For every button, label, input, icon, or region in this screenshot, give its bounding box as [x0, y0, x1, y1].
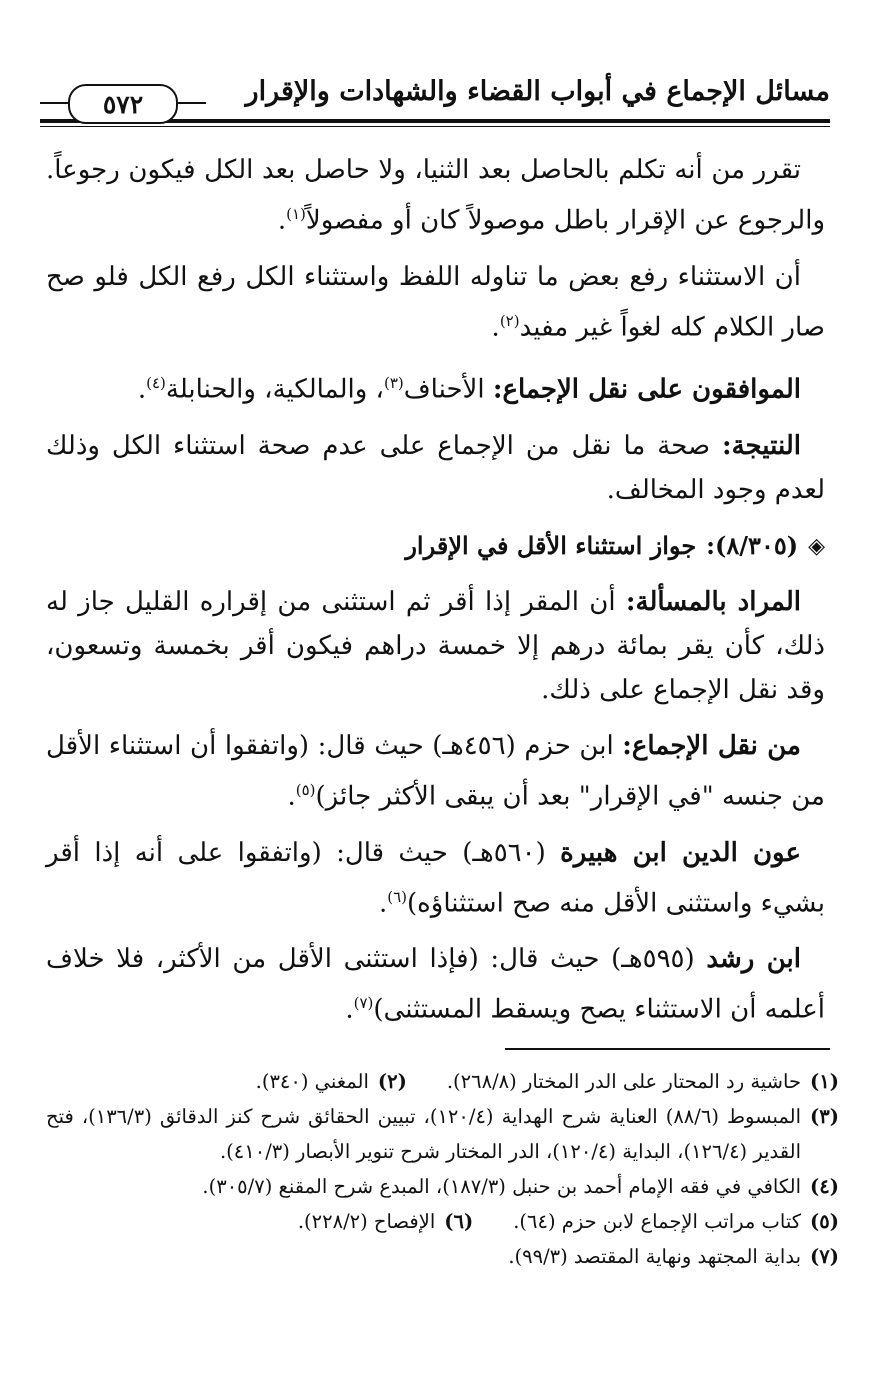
page-number: ٥٧٢ [68, 84, 178, 124]
paragraph-meaning: المراد بالمسألة: أن المقر إذا أقر ثم استثنى من إقراره القليل جاز له ذلك، كأن يقر بمائة درهم إلا خمسة دراهم فيكون أقر بخمسة وتسعون، وقد نقل الإجماع على ذلك. [46, 586, 825, 705]
agreeing-label: الموافقون على نقل الإجماع: [492, 374, 801, 405]
footnote-1: (١) حاشية رد المحتار على الدر المختار (٢٦٨/٨). [446, 1070, 839, 1093]
footnote-ref-5[interactable]: (٥) [295, 780, 316, 799]
footnote-6: (٦) الإفصاح (٢٢٨/٢). [297, 1210, 474, 1233]
header-rule-thin [40, 126, 830, 127]
footnote-separator [505, 1048, 830, 1050]
paragraph-2: أن الاستثناء رفع بعض ما تناوله اللفظ واستثناء الكل رفع الكل فلو صح صار الكلام كله لغواً غير مفيد$^{(٢)}$. [46, 261, 825, 343]
footnote-5: (٥) كتاب مراتب الإجماع لابن حزم (٦٤). [513, 1210, 839, 1233]
ibn-hubayra-label: عون الدين ابن هبيرة [560, 837, 801, 868]
footnote-ref-2[interactable]: (٢) [499, 311, 520, 330]
page-header [40, 70, 830, 130]
footnote-ref-6[interactable]: (٦) [387, 887, 408, 906]
paragraph-ibn-hubayra: عون الدين ابن هبيرة (٥٦٠هـ) حيث قال: (واتفقوا على أنه إذا أقر بشيء واستثنى الأقل منه صح استثناؤه)$^{(٦)}$. [46, 837, 825, 919]
footnote-ref-4[interactable]: (٤) [146, 374, 166, 393]
meaning-label: المراد بالمسألة: [625, 586, 802, 617]
section-code: (٨/٣٠٥): [706, 530, 799, 560]
footnote-line-1-2 [46, 1064, 839, 1099]
footnote-2: (٢) المغني (٣٤٠). [255, 1070, 407, 1093]
section-title: جواز استثناء الأقل في الإقرار [405, 530, 697, 560]
transmitters-label: من نقل الإجماع: [622, 730, 801, 761]
result-label: النتيجة: [721, 430, 801, 461]
paragraph-result: النتيجة: صحة ما نقل من الإجماع على عدم صحة استثناء الكل وذلك لعدم وجود المخالف. [46, 430, 825, 505]
main-text [46, 148, 825, 1044]
ibn-rushd-label: ابن رشد [706, 944, 801, 975]
footnote-3: (٣) المبسوط (٨٨/٦) العناية شرح الهداية (١٢٠/٤)، تبيين الحقائق شرح كنز الدقائق (١٣٦/٣)، فتح القدير (١٢٦/٤)، البداية (١٢٠/٤)، الدر المختار شرح تنوير الأبصار (٤١٠/٣). [46, 1105, 839, 1163]
ornament-line-right [174, 102, 206, 104]
paragraph-ibn-rushd: ابن رشد (٥٩٥هـ) حيث قال: (فإذا استثنى الأقل من الأكثر، فلا خلاف أعلمه أن الاستثناء يصح ويسقط المستثنى)$^{(٧)}$. [46, 944, 825, 1025]
footnote-line-5-6 [46, 1204, 839, 1239]
footnote-ref-1[interactable]: (١) [286, 205, 306, 223]
diamond-bullet-icon: ◈ [808, 532, 825, 559]
footnotes [46, 1064, 839, 1274]
paragraph-agreeing: الموافقون على نقل الإجماع: الأحناف$^{(٣)}$، والمالكية، والحنابلة$^{(٤)}$. [137, 374, 801, 405]
footnote-7: (٧) بداية المجتهد ونهاية المقتصد (٩٩/٣). [508, 1245, 839, 1268]
paragraph-1: تقرر من أنه تكلم بالحاصل بعد الثنيا، ولا حاصل بعد الكل فيكون رجوعاً. والرجوع عن الإقرار باطل موصولاً كان أو مفصولاً$^{(١)}$. [46, 155, 825, 236]
footnote-ref-7[interactable]: (٧) [353, 994, 374, 1013]
running-title: مسائل الإجماع في أبواب القضاء والشهادات والإقرار [245, 76, 830, 107]
paragraph-ibn-hazm: من نقل الإجماع: ابن حزم (٤٥٦هـ) حيث قال: (واتفقوا أن استثناء الأقل من جنسه "في الإقرار" بعد أن يبقى الأكثر جائز)$^{(٥)}$. [46, 730, 825, 812]
ornament-line-left [40, 102, 70, 104]
footnote-4: (٤) الكافي في فقه الإمام أحمد بن حنبل (١٨٧/٣)، المبدع شرح المقنع (٣٠٥/٧). [202, 1175, 839, 1198]
footnote-ref-3[interactable]: (٣) [383, 374, 404, 393]
section-heading [46, 524, 825, 568]
